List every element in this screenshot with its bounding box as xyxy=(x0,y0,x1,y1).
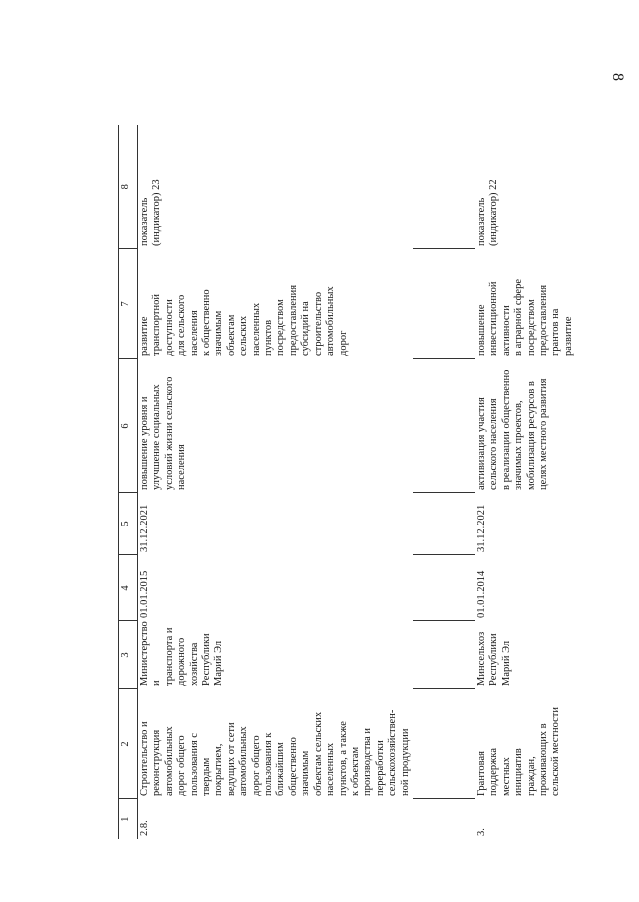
gap-cell xyxy=(413,799,475,839)
page-number: 8 xyxy=(609,73,626,81)
expected-result-line: повышение уровня и xyxy=(139,396,150,490)
start-date-cell: 01.01.2015 xyxy=(139,570,150,618)
measure-name-line: Грантовая xyxy=(475,751,487,796)
measure-name-line: значимым xyxy=(300,750,312,796)
program-link-line: активности xyxy=(500,305,512,356)
expected-result-line: населения xyxy=(176,444,188,490)
program-link-line: субсидий на xyxy=(300,301,312,356)
program-link-line: грантов на xyxy=(550,308,562,356)
indicator-link-line: (индикатор) 23 xyxy=(151,179,163,246)
executor-line: Республики xyxy=(201,633,213,686)
program-link-line: предоставления xyxy=(287,284,299,356)
executor-cell xyxy=(475,621,576,689)
measure-name-line: объектам сельских xyxy=(312,711,324,796)
program-link-line: транспортной xyxy=(151,294,163,356)
measure-name-line: населенных xyxy=(325,742,337,796)
executor-line: дорожного xyxy=(176,637,188,686)
column-header: 1 xyxy=(119,799,138,839)
executor-line: Министерство и xyxy=(139,621,163,686)
program-link-line: посредством xyxy=(275,299,287,356)
program-link-cell xyxy=(475,249,576,359)
column-header: 4 xyxy=(119,555,138,621)
measure-name-line: дорог общего xyxy=(250,735,262,796)
indicator-link-line: показатель xyxy=(139,197,150,246)
program-link-line: развитие xyxy=(562,316,574,356)
table-body xyxy=(138,125,577,839)
column-header: 6 xyxy=(119,359,138,493)
program-link-line: значимым xyxy=(213,310,225,356)
measure-name-line: пользования с xyxy=(188,733,200,796)
measure-name-line: ведущих от сети xyxy=(225,722,237,796)
measure-name-line: поддержка xyxy=(488,747,500,796)
measure-name-line: сельскохозяйствен- xyxy=(387,709,399,796)
column-header: 7 xyxy=(119,249,138,359)
column-header: 3 xyxy=(119,621,138,689)
program-link-line: сельских xyxy=(238,315,250,356)
program-link-line: населенных xyxy=(250,302,262,356)
program-link-line: строительство xyxy=(312,291,324,356)
program-link-line: развитие xyxy=(139,316,150,356)
executor-line: Минсельхоз xyxy=(475,631,487,686)
program-link-line: предоставления xyxy=(537,284,549,356)
indicator-link-line: (индикатор) 22 xyxy=(488,179,500,246)
indicator-link-cell xyxy=(475,125,576,249)
expected-result-line: целях местного развития xyxy=(537,378,549,490)
expected-result-line: условий жизни сельского xyxy=(163,376,175,490)
measure-name-line: переработки xyxy=(374,740,386,796)
measure-name-line: инициатив xyxy=(513,748,525,796)
measure-name-line: автомобильных xyxy=(238,726,250,796)
measure-name-line: покрытием, xyxy=(213,743,225,796)
expected-result-line: сельского населения xyxy=(488,398,500,490)
table-row xyxy=(475,125,576,839)
measure-name-cell xyxy=(475,689,576,799)
column-header: 8 xyxy=(119,125,138,249)
program-link-line: инвестиционной xyxy=(488,281,500,356)
measure-name-line: пользования к xyxy=(263,732,275,796)
executor-line: Республики xyxy=(488,633,500,686)
measure-name-line: общественно xyxy=(287,737,299,796)
program-link-line: дорог xyxy=(337,330,349,356)
gap-cell xyxy=(413,359,475,493)
program-link-line: доступности xyxy=(163,299,175,356)
program-link-line: повышение xyxy=(475,304,487,356)
measure-name-line: граждан, xyxy=(525,756,537,796)
measure-name-line: ближайшим xyxy=(275,742,287,796)
gap-cell xyxy=(413,493,475,555)
measure-name-line: сельской местности xyxy=(550,706,562,796)
program-link-line: автомобильных xyxy=(325,286,337,356)
end-date-cell: 31.12.2021 xyxy=(139,504,150,552)
program-link-line: для сельского xyxy=(176,294,188,356)
measure-name-line: автомобильных xyxy=(163,726,175,796)
executor-line: Марий Эл xyxy=(213,640,225,686)
program-link-line: в аграрной сфере xyxy=(513,279,525,356)
gap-cell xyxy=(413,689,475,799)
measure-name-line: проживающих в xyxy=(537,723,549,796)
row-number-cell: 3. xyxy=(475,828,487,836)
column-number-row xyxy=(119,125,138,839)
measure-name-line: Строительство и xyxy=(139,721,150,796)
gap-cell xyxy=(413,249,475,359)
expected-result-cell xyxy=(138,359,413,493)
table-row xyxy=(138,125,413,839)
expected-result-line: значимых проектов, xyxy=(513,400,525,490)
indicator-link-line: показатель xyxy=(475,197,487,246)
gap-cell xyxy=(413,621,475,689)
measure-name-line: реконструкция xyxy=(151,729,163,796)
program-link-line: посредством xyxy=(525,299,537,356)
rotated-page xyxy=(118,125,613,839)
program-table xyxy=(118,125,576,839)
expected-result-cell xyxy=(475,359,576,493)
executor-cell xyxy=(138,621,413,689)
gap-cell xyxy=(413,555,475,621)
measure-name-line: производства и xyxy=(362,727,374,796)
measure-name-line: ной продукции xyxy=(399,728,411,796)
end-date-cell: 31.12.2021 xyxy=(475,504,487,552)
column-header: 2 xyxy=(119,689,138,799)
expected-result-line: улучшение социальных xyxy=(151,384,163,490)
row-gap xyxy=(413,125,475,839)
expected-result-line: мобилизация ресурсов в xyxy=(525,381,537,490)
column-header: 5 xyxy=(119,493,138,555)
measure-name-line: местных xyxy=(500,757,512,796)
start-date-cell: 01.01.2014 xyxy=(475,570,487,618)
expected-result-line: активизация участия xyxy=(475,397,487,490)
measure-name-cell xyxy=(138,689,413,799)
measure-name-line: пунктов, а также xyxy=(337,721,349,796)
executor-line: Марий Эл xyxy=(500,640,512,686)
indicator-link-cell xyxy=(138,125,413,249)
program-link-cell xyxy=(138,249,413,359)
measure-name-line: твердым xyxy=(201,757,213,796)
program-link-line: пунктов xyxy=(263,319,275,356)
gap-cell xyxy=(413,125,475,249)
row-number-cell: 2.8. xyxy=(139,820,150,836)
measure-name-line: дорог общего xyxy=(176,735,188,796)
program-link-line: населения xyxy=(188,310,200,356)
program-link-line: объектам xyxy=(225,314,237,356)
executor-line: транспорта и xyxy=(163,627,175,686)
measure-name-line: к объектам xyxy=(349,746,361,796)
program-link-line: к общественно xyxy=(201,289,213,356)
expected-result-line: в реализации общественно xyxy=(500,369,512,490)
executor-line: хозяйства xyxy=(188,642,200,686)
